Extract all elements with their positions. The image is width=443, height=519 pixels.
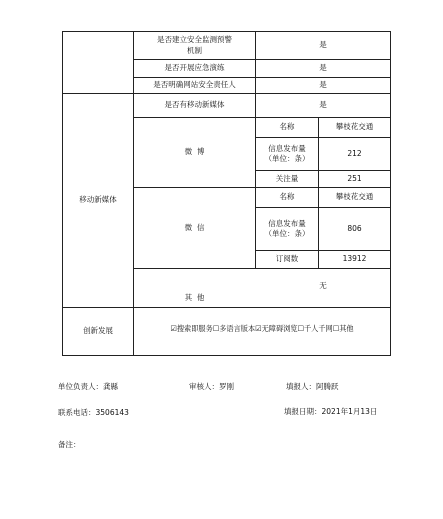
filler: 填报人：阿腾跃 [286,382,339,391]
weibo-label: 微 博 [184,147,205,157]
wechat-subscribers-label: 订阅数 [275,254,299,264]
other-label: 其 他 [184,292,205,302]
weibo-posts-label: 信息发布量 （单位：条） [264,143,310,163]
mobile-media-section-label: 移动新媒体 [79,195,117,205]
wechat-posts-value: 806 [347,223,362,233]
remark: 备注： [58,440,81,449]
security-officer-value: 是 [319,80,327,90]
security-monitoring-value: 是 [319,40,327,50]
innovation-label: 创新发展 [83,326,113,336]
security-monitoring-label: 是否建立安全监测预警 机制 [157,35,232,55]
security-officer-label: 是否明确网站安全责任人 [153,80,236,90]
emergency-drill-value: 是 [319,63,327,73]
weibo-name-label: 名称 [279,122,295,132]
fill-date: 填报日期：2021年1月13日 [284,407,378,416]
wechat-subscribers-value: 13912 [342,254,367,264]
reviewer: 审核人：罗刚 [189,382,234,391]
unit-head: 单位负责人：龚縣 [58,382,118,391]
weibo-name-value: 攀枝花交通 [335,122,374,132]
has-mobile-media-value: 是 [319,100,327,110]
weibo-posts-value: 212 [347,148,362,158]
wechat-name-value: 攀枝花交通 [335,192,374,202]
has-mobile-media-label: 是否有移动新媒体 [164,100,225,110]
weibo-followers-value: 251 [347,173,362,183]
weibo-followers-label: 关注量 [275,173,299,183]
emergency-drill-label: 是否开展应急演练 [164,63,225,73]
wechat-label: 微 信 [184,222,205,232]
wechat-name-label: 名称 [279,192,295,202]
innovation-value: ☑搜索即服务☐多语言版本☑无障碍浏览☐千人千网☐其他 [170,324,354,334]
wechat-posts-label: 信息发布量 （单位：条） [264,218,310,238]
other-value: 无 [319,280,327,290]
contact-phone: 联系电话：3506143 [58,408,129,417]
